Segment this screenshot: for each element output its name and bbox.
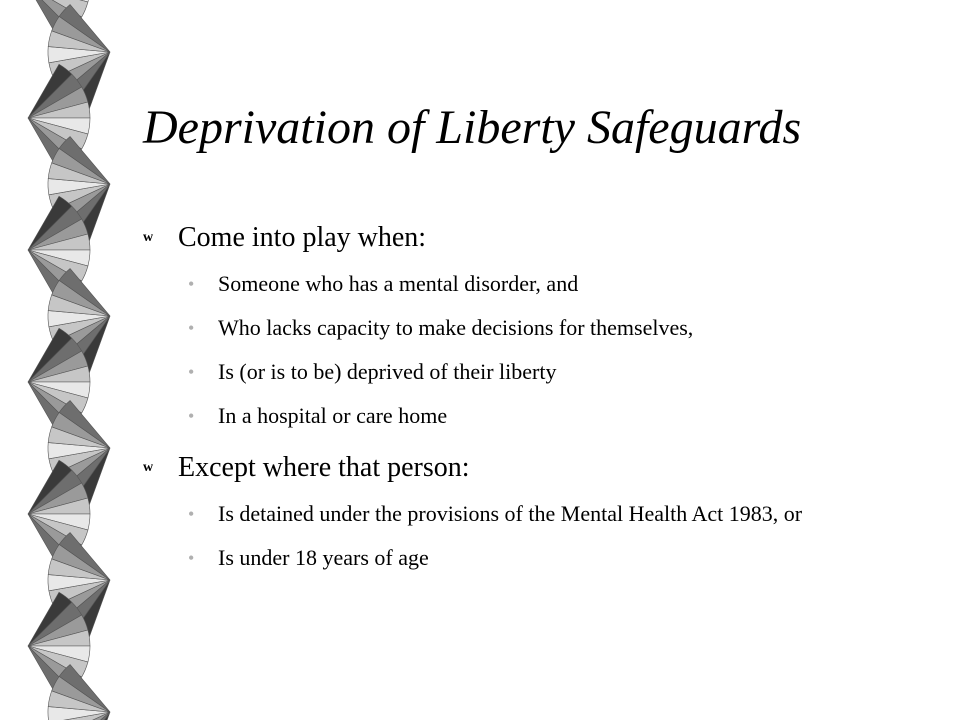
slide-title: Deprivation of Liberty Safeguards (143, 101, 802, 154)
list-item (140, 403, 930, 429)
list-item-text: Is (or is to be) deprived of their liberty (218, 359, 557, 384)
section-heading-text: Except where that person: (178, 452, 470, 483)
dot-bullet-icon: • (188, 362, 195, 382)
svg-text:w: w (142, 230, 154, 244)
dot-bullet-icon: • (188, 274, 195, 294)
section-heading-2 (140, 450, 930, 486)
list-item-text: Who lacks capacity to make decisions for themselves, (218, 315, 694, 340)
dot-bullet-icon: • (188, 406, 195, 426)
slide-body (140, 220, 930, 571)
w-bullet-icon (140, 458, 156, 474)
list-item (140, 545, 930, 571)
section-heading-text: Come into play when: (178, 222, 427, 253)
list-item-text: In a hospital or care home (218, 403, 448, 428)
list-item-text: Is detained under the provisions of the Mental Health Act 1983, or (218, 501, 803, 526)
list-item (140, 501, 930, 527)
list-item (140, 271, 930, 297)
fan-ribbon-decoration (0, 0, 130, 720)
dot-bullet-icon: • (188, 548, 195, 568)
dot-bullet-icon: • (188, 504, 195, 524)
list-item (140, 359, 930, 385)
list-item-text: Someone who has a mental disorder, and (218, 271, 579, 296)
list-item (140, 315, 930, 341)
w-bullet-icon (140, 228, 156, 244)
dot-bullet-icon: • (188, 318, 195, 338)
section-heading-1 (140, 220, 930, 256)
list-item-text: Is under 18 years of age (218, 545, 429, 570)
svg-text:w: w (142, 460, 154, 474)
